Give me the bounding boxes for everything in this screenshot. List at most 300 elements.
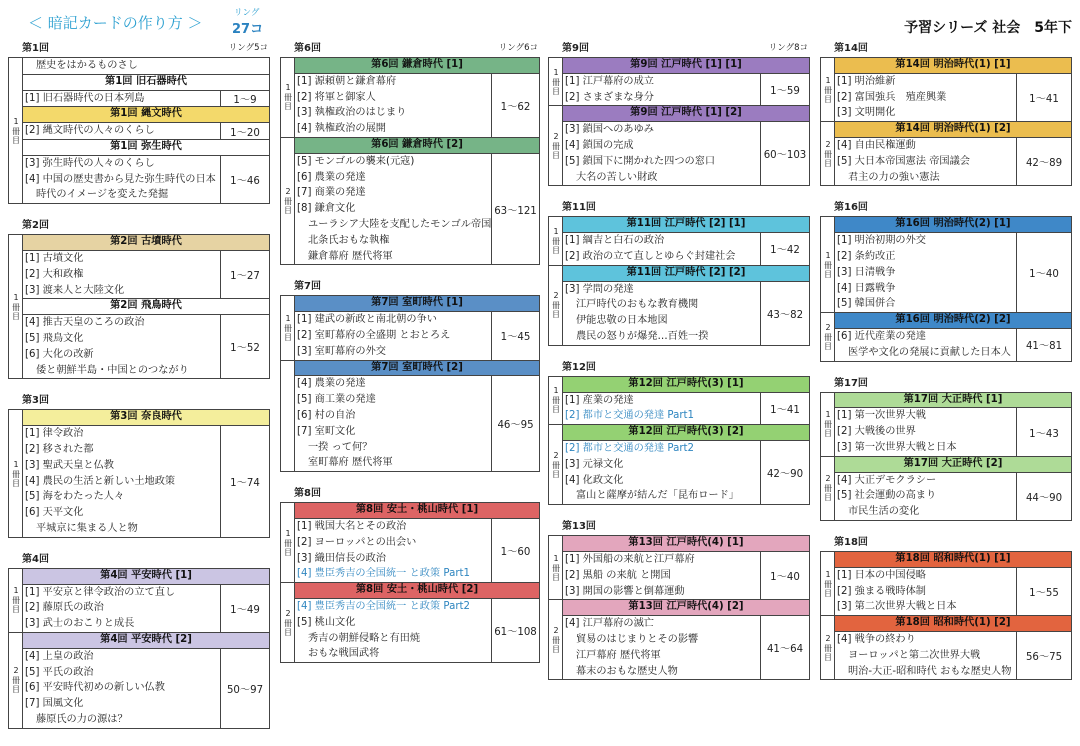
volume-group xyxy=(549,599,809,679)
period-header: 第4回 平安時代 [1] xyxy=(23,569,269,585)
volume-cell xyxy=(549,377,563,424)
lesson-block xyxy=(548,520,810,680)
topic-item: [2] 条約改正 xyxy=(837,250,896,262)
topic-item: [5] 商工業の発達 xyxy=(297,394,376,406)
section-body xyxy=(23,251,269,298)
volume-body xyxy=(835,457,1071,520)
volume-cell xyxy=(9,410,23,536)
volume-label: 1冊目 xyxy=(823,569,833,598)
volume-label: 2冊目 xyxy=(823,474,833,503)
volume-group xyxy=(549,217,809,264)
volume-body xyxy=(835,616,1071,679)
lesson-number: 第3回 xyxy=(22,395,49,407)
topic-list xyxy=(295,599,491,662)
topic-item: 幕末のおもな歴史人物 xyxy=(576,665,678,677)
volume-body xyxy=(835,313,1071,360)
topic-item: [1] 平安京と律令政治の立て直し xyxy=(25,586,176,598)
volume-label: 2冊目 xyxy=(551,625,561,654)
period-section xyxy=(563,600,809,679)
card-range: 61～108 xyxy=(491,599,539,662)
card-range: 1～45 xyxy=(491,312,539,359)
volume-cell xyxy=(281,583,295,662)
volume-cell xyxy=(549,106,563,185)
period-header: 第11回 江戸時代 [2] [1] xyxy=(563,217,809,233)
section-body xyxy=(23,123,269,139)
lesson-block xyxy=(548,361,810,505)
lesson-block xyxy=(820,536,1072,680)
topic-item: [7] 商業の発達 xyxy=(297,187,366,199)
volume-cell xyxy=(9,633,23,728)
volume-group xyxy=(821,393,1071,456)
lesson-header xyxy=(548,361,810,376)
topic-list xyxy=(563,233,760,265)
topic-item: 明治-大正-昭和時代 おもな歴史人物 xyxy=(848,665,1012,677)
volume-label: 1冊目 xyxy=(11,116,21,145)
volume-cell xyxy=(9,58,23,203)
topic-item: おもな戦国武将 xyxy=(308,648,380,660)
topic-list xyxy=(563,74,760,106)
section-body xyxy=(23,58,269,74)
card-range: 1～20 xyxy=(220,123,269,139)
topic-item: [5] 桃山文化 xyxy=(297,616,356,628)
series-title: 予習シリーズ 社会 5年下 xyxy=(904,20,1072,36)
card-range: 50～97 xyxy=(220,649,269,728)
section-body xyxy=(563,282,809,345)
topic-item: [3] 室町幕府の外交 xyxy=(297,345,386,357)
topic-item: 医学や文化の発展に貢献した日本人 xyxy=(848,346,1011,358)
card-table xyxy=(280,295,540,472)
topic-list xyxy=(563,441,760,504)
topic-item: [2] 黒船 の来航 と開国 xyxy=(565,569,671,581)
period-header: 第16回 明治時代(2) [2] xyxy=(835,313,1071,329)
card-range: 41～64 xyxy=(760,616,809,679)
topic-item: [5] 鎖国下に開かれた四つの窓口 xyxy=(565,155,716,167)
topic-item: [1] 古墳文化 xyxy=(25,252,84,264)
volume-label: 2冊目 xyxy=(551,131,561,160)
lesson-block xyxy=(8,42,270,204)
card-range: 1～43 xyxy=(1016,408,1071,455)
period-section xyxy=(295,503,539,582)
topic-item: [4] 化政文化 xyxy=(565,474,624,486)
topic-list xyxy=(23,91,220,107)
period-header: 第2回 飛鳥時代 xyxy=(23,299,269,315)
card-range: 42～90 xyxy=(760,441,809,504)
period-header: 第18回 昭和時代(1) [2] xyxy=(835,616,1071,632)
topic-list xyxy=(835,233,1016,312)
topic-item: [5] 飛鳥文化 xyxy=(25,332,84,344)
topic-item: [1] 江戸幕府の成立 xyxy=(565,75,654,87)
section-body xyxy=(295,519,539,582)
volume-label: 1冊目 xyxy=(283,528,293,557)
lesson-number: 第13回 xyxy=(562,521,596,533)
volume-group xyxy=(281,296,539,359)
topic-item: 室町幕府 歴代将軍 xyxy=(308,457,393,469)
volume-body xyxy=(563,425,809,504)
topic-item: [3] 武士のおこりと成長 xyxy=(25,618,135,630)
lesson-block xyxy=(8,553,270,729)
topic-item: [6] 農業の発達 xyxy=(297,171,366,183)
card-range: 43～82 xyxy=(760,282,809,345)
section-body xyxy=(23,156,269,203)
topic-list xyxy=(563,552,760,599)
topic-list xyxy=(835,408,1016,455)
topic-item: [2] 室町幕府の全盛期 とおとろえ xyxy=(297,329,451,341)
period-header: 第13回 江戸時代(4) [2] xyxy=(563,600,809,616)
topic-item: [4] 上皇の政治 xyxy=(25,650,94,662)
topic-item: [2] 将軍と御家人 xyxy=(297,91,376,103)
lesson-block xyxy=(280,280,540,472)
topic-item: [4] 執権政治の展開 xyxy=(297,123,386,135)
volume-label: 1冊目 xyxy=(823,75,833,104)
topic-item: [2] 都市と交通の発達 Part1 xyxy=(565,410,694,422)
topic-item: [3] 日清戦争 xyxy=(837,266,896,278)
card-range: 1～9 xyxy=(220,91,269,107)
volume-body xyxy=(835,122,1071,185)
topic-item: [7] 国風文化 xyxy=(25,698,84,710)
volume-cell xyxy=(9,235,23,378)
volume-label: 1冊目 xyxy=(283,313,293,342)
volume-body xyxy=(563,217,809,264)
card-table xyxy=(820,57,1072,186)
topic-item: 倭と朝鮮半島・中国とのつながり xyxy=(36,364,189,376)
volume-group xyxy=(281,58,539,137)
section-body xyxy=(563,441,809,504)
card-table xyxy=(820,551,1072,680)
section-body xyxy=(835,568,1071,615)
lesson-number: 第11回 xyxy=(562,202,596,214)
topic-item: [4] 日露戦争 xyxy=(837,282,896,294)
volume-body xyxy=(835,217,1071,312)
topic-item: [3] 聖武天皇と仏教 xyxy=(25,459,114,471)
period-section xyxy=(23,633,269,728)
period-section xyxy=(563,425,809,504)
topic-item: ユーラシア大陸を支配したモンゴル帝国 xyxy=(308,218,491,230)
card-range: 42～89 xyxy=(1016,138,1071,185)
period-section xyxy=(23,58,269,74)
card-table xyxy=(8,234,270,379)
volume-cell xyxy=(549,58,563,105)
lesson-header xyxy=(548,42,810,57)
volume-cell xyxy=(821,393,835,456)
volume-cell xyxy=(821,217,835,312)
topic-list xyxy=(23,315,220,378)
volume-body xyxy=(563,536,809,599)
topic-item: [2] 大戦後の世界 xyxy=(837,426,916,438)
topic-item: [4] 推古天皇のころの政治 xyxy=(25,317,145,329)
card-table xyxy=(548,376,810,505)
topic-item: [2] 縄文時代の人々のくらし xyxy=(25,125,155,137)
topic-item: [5] モンゴルの襲来(元寇) xyxy=(297,155,415,167)
period-header: 第18回 昭和時代(1) [1] xyxy=(835,552,1071,568)
volume-cell xyxy=(549,266,563,345)
lesson-number: 第4回 xyxy=(22,553,49,565)
card-table xyxy=(8,568,270,729)
volume-group xyxy=(821,312,1071,360)
volume-cell xyxy=(9,569,23,632)
volume-group xyxy=(9,632,269,728)
volume-cell xyxy=(821,616,835,679)
topic-list xyxy=(835,329,1016,361)
section-body xyxy=(835,138,1071,185)
volume-cell xyxy=(821,457,835,520)
volume-cell xyxy=(821,552,835,615)
topic-item: [1] 外国船の来航と江戸幕府 xyxy=(565,553,695,565)
ring-total-count: 27コ xyxy=(232,22,264,37)
period-header: 第13回 江戸時代(4) [1] xyxy=(563,536,809,552)
volume-cell xyxy=(281,138,295,264)
topic-list xyxy=(295,154,491,265)
card-range: 63～121 xyxy=(491,154,539,265)
card-range: 46～95 xyxy=(491,376,539,471)
topic-item: [3] 弥生時代の人々のくらし xyxy=(25,157,155,169)
column-4 xyxy=(820,42,1072,695)
ring-count: リング5コ xyxy=(228,43,268,53)
period-header: 第6回 鎌倉時代 [2] xyxy=(295,138,539,154)
ring-total-label: リング xyxy=(234,8,260,18)
topic-list xyxy=(835,138,1016,185)
topic-item: [1] 戦国大名とその政治 xyxy=(297,520,407,532)
card-range: 1～42 xyxy=(760,233,809,265)
topic-item: [2] ヨーロッパとの出会い xyxy=(297,536,417,548)
section-body xyxy=(835,408,1071,455)
volume-group xyxy=(9,410,269,536)
card-range: 1～27 xyxy=(220,251,269,298)
volume-body xyxy=(23,235,269,378)
lesson-number: 第14回 xyxy=(834,43,868,54)
lesson-header xyxy=(820,536,1072,551)
topic-list xyxy=(563,616,760,679)
period-header: 第17回 大正時代 [1] xyxy=(835,393,1071,409)
topic-item: [6] 平安時代初めの新しい仏教 xyxy=(25,682,165,694)
period-section xyxy=(23,106,269,139)
card-table xyxy=(8,57,270,204)
volume-body xyxy=(23,410,269,536)
volume-body xyxy=(563,266,809,345)
topic-item: [4] 中国の歴史書から見た弥生時代の日本 xyxy=(25,173,216,185)
volume-label: 2冊目 xyxy=(823,322,833,351)
lesson-block xyxy=(280,487,540,663)
topic-item: [2] 藤原氏の政治 xyxy=(25,602,104,614)
topic-item: 大名の苦しい財政 xyxy=(576,171,658,183)
volume-cell xyxy=(549,217,563,264)
period-section xyxy=(563,536,809,599)
volume-label: 1冊目 xyxy=(11,292,21,321)
topic-item: 平城京に集まる人と物 xyxy=(36,522,138,534)
lesson-number: 第18回 xyxy=(834,536,868,548)
period-header: 第1回 弥生時代 xyxy=(23,140,269,156)
topic-item: [3] 開国の影響と倒幕運動 xyxy=(565,585,685,597)
period-header: 第14回 明治時代(1) [2] xyxy=(835,122,1071,138)
volume-cell xyxy=(821,58,835,121)
volume-group xyxy=(549,377,809,424)
volume-body xyxy=(23,58,269,203)
section-body xyxy=(295,74,539,137)
topic-list xyxy=(23,156,220,203)
topic-item: [6] 村の自治 xyxy=(297,409,356,421)
topic-item: 江戸時代のおもな教育機関 xyxy=(576,299,699,311)
volume-label: 2冊目 xyxy=(283,608,293,637)
topic-list xyxy=(835,568,1016,615)
topic-list xyxy=(563,282,760,345)
card-table xyxy=(280,502,540,663)
topic-list xyxy=(835,473,1016,520)
period-section xyxy=(23,298,269,378)
volume-body xyxy=(563,106,809,185)
volume-body xyxy=(295,503,539,582)
volume-label: 1冊目 xyxy=(11,459,21,488)
volume-body xyxy=(295,138,539,264)
topic-item: [3] 元禄文化 xyxy=(565,458,624,470)
period-section xyxy=(295,583,539,662)
lesson-block xyxy=(820,377,1072,521)
topic-item: [2] 政治の立て直しとゆらぐ封建社会 xyxy=(565,250,736,262)
topic-list xyxy=(295,376,491,471)
period-section xyxy=(295,296,539,359)
volume-body xyxy=(563,58,809,105)
section-body xyxy=(835,473,1071,520)
lesson-number: 第1回 xyxy=(22,43,49,54)
volume-label: 2冊目 xyxy=(823,633,833,662)
period-section xyxy=(835,58,1071,121)
topic-item: [2] さまざまな身分 xyxy=(565,91,654,103)
period-section xyxy=(835,457,1071,520)
topic-list xyxy=(23,123,220,139)
topic-list xyxy=(23,251,220,298)
volume-group xyxy=(821,121,1071,185)
volume-body xyxy=(295,583,539,662)
volume-cell xyxy=(821,122,835,185)
topic-item: 藤原氏の力の源は？ xyxy=(36,713,128,725)
section-body xyxy=(563,122,809,185)
section-body xyxy=(23,426,269,537)
volume-label: 2冊目 xyxy=(283,187,293,216)
section-body xyxy=(835,329,1071,361)
ring-count: リング8コ xyxy=(768,43,808,53)
volume-cell xyxy=(281,58,295,137)
topic-item: 時代のイメージを変えた発掘 xyxy=(36,189,169,201)
volume-body xyxy=(563,377,809,424)
card-range: 1～49 xyxy=(220,585,269,632)
lesson-number: 第8回 xyxy=(294,488,321,500)
volume-label: 2冊目 xyxy=(551,450,561,479)
topic-list xyxy=(295,519,491,582)
topic-list xyxy=(835,632,1016,679)
topic-item: [4] 農民の生活と新しい土地政策 xyxy=(25,475,176,487)
topic-list xyxy=(295,312,491,359)
period-header: 第11回 江戸時代 [2] [2] xyxy=(563,266,809,282)
period-section xyxy=(563,106,809,185)
card-range: 1～55 xyxy=(1016,568,1071,615)
volume-body xyxy=(295,361,539,472)
topic-item: 秀吉の朝鮮侵略と有田焼 xyxy=(308,632,421,644)
period-section xyxy=(23,410,269,536)
volume-label: 1冊目 xyxy=(11,586,21,615)
period-header: 第2回 古墳時代 xyxy=(23,235,269,251)
lesson-header xyxy=(820,42,1072,57)
section-body xyxy=(563,74,809,106)
period-section xyxy=(23,235,269,298)
section-body xyxy=(563,393,809,425)
column-1 xyxy=(8,42,270,744)
topic-item: [4] 大正デモクラシー xyxy=(837,474,937,486)
volume-body xyxy=(563,600,809,679)
volume-group xyxy=(281,503,539,582)
period-header: 第17回 大正時代 [2] xyxy=(835,457,1071,473)
lesson-block xyxy=(8,219,270,379)
card-table xyxy=(8,409,270,537)
volume-cell xyxy=(281,296,295,359)
period-header: 第12回 江戸時代(3) [2] xyxy=(563,425,809,441)
lesson-number: 第12回 xyxy=(562,361,596,373)
volume-label: 1冊目 xyxy=(551,386,561,415)
volume-group xyxy=(821,217,1071,312)
period-header: 第14回 明治時代(1) [1] xyxy=(835,58,1071,74)
topic-item: [5] 韓国併合 xyxy=(837,298,896,310)
card-table xyxy=(820,216,1072,361)
card-range: 44～90 xyxy=(1016,473,1071,520)
topic-item: [4] 自由民権運動 xyxy=(837,139,916,151)
section-body xyxy=(295,312,539,359)
lesson-block xyxy=(820,201,1072,361)
topic-item: 一揆 って何？ xyxy=(308,441,373,453)
volume-body xyxy=(835,552,1071,615)
lesson-number: 第7回 xyxy=(294,281,321,293)
volume-body xyxy=(835,58,1071,121)
topic-item: [1] 建武の新政と南北朝の争い xyxy=(297,314,437,326)
section-body xyxy=(23,649,269,728)
topic-item: [1] 旧石器時代の日本列島 xyxy=(25,92,145,104)
topic-item: [2] 大和政権 xyxy=(25,268,84,280)
period-header: 第7回 室町時代 [1] xyxy=(295,296,539,312)
period-section xyxy=(23,139,269,203)
card-range: 1～74 xyxy=(220,426,269,537)
topic-item: [5] 平氏の政治 xyxy=(25,666,94,678)
topic-item: [1] 明治初期の外交 xyxy=(837,235,926,247)
card-range: 1～60 xyxy=(491,519,539,582)
volume-label: 2冊目 xyxy=(11,666,21,695)
period-header: 第12回 江戸時代(3) [1] xyxy=(563,377,809,393)
topic-item: [3] 織田信長の政治 xyxy=(297,552,386,564)
lesson-header xyxy=(8,42,270,57)
topic-list xyxy=(23,426,220,537)
volume-body xyxy=(295,296,539,359)
topic-item: [3] 執権政治のはじまり xyxy=(297,107,407,119)
section-body xyxy=(23,585,269,632)
section-body xyxy=(23,315,269,378)
period-section xyxy=(23,569,269,632)
topic-item: [5] 社会運動の高まり xyxy=(837,490,937,502)
volume-cell xyxy=(549,425,563,504)
volume-cell xyxy=(549,536,563,599)
period-section xyxy=(835,122,1071,185)
lesson-header xyxy=(8,553,270,568)
section-body xyxy=(835,74,1071,121)
topic-item: [7] 室町文化 xyxy=(297,425,356,437)
lesson-header xyxy=(8,394,270,409)
topic-item: [1] 綱吉と白石の政治 xyxy=(565,235,665,247)
topic-item: [3] 第一次世界大戦と日本 xyxy=(837,441,957,453)
topic-item: [3] 渡来人と大陸文化 xyxy=(25,284,125,296)
lesson-number: 第9回 xyxy=(562,43,589,54)
topic-item: ヨーロッパと第二次世界大戦 xyxy=(848,649,981,661)
card-table xyxy=(548,216,810,345)
topic-item: [6] 天平文化 xyxy=(25,507,84,519)
lesson-number: 第17回 xyxy=(834,377,868,389)
period-section xyxy=(835,616,1071,679)
volume-group xyxy=(281,137,539,264)
card-range: 60～103 xyxy=(760,122,809,185)
card-range: 1～40 xyxy=(760,552,809,599)
